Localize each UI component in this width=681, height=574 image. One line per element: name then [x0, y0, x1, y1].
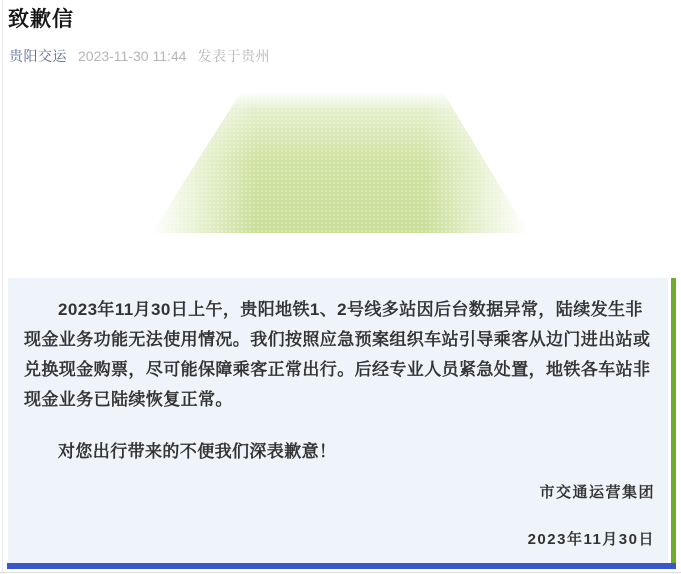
letter-date: 2023年11月30日: [527, 531, 655, 548]
article-meta-row: [9, 46, 270, 66]
content-bottom-edge-line: [0, 572, 681, 573]
letter-panel: [8, 278, 668, 563]
green-halftone-graphic: [148, 93, 532, 233]
letter-bottom-blue-border: [7, 563, 676, 569]
publish-datetime: 2023-11-30 11:44: [78, 48, 187, 64]
letter-signature: 市交通运营集团: [539, 484, 655, 501]
page-title: 致歉信: [8, 8, 74, 31]
letter-paragraph-2: 对您出行带来的不便我们深表歉意！: [58, 442, 337, 461]
publish-location: 发表于贵州: [197, 48, 270, 64]
letter-right-green-border: [671, 278, 676, 565]
author-link[interactable]: 贵阳交运: [9, 48, 67, 64]
letter-image[interactable]: [0, 80, 681, 572]
letter-paragraph-1: 2023年11月30日上午，贵阳地铁1、2号线多站因后台数据异常，陆续发生非现金业务功能无法使用情况。我们按照应急预案组织车站引导乘客从边门进出站或兑换现金购票，尽可能保障乘客正常出行。后经专业人员紧急处置，地铁各车站非现金业务已陆续恢复正常。: [24, 300, 651, 409]
